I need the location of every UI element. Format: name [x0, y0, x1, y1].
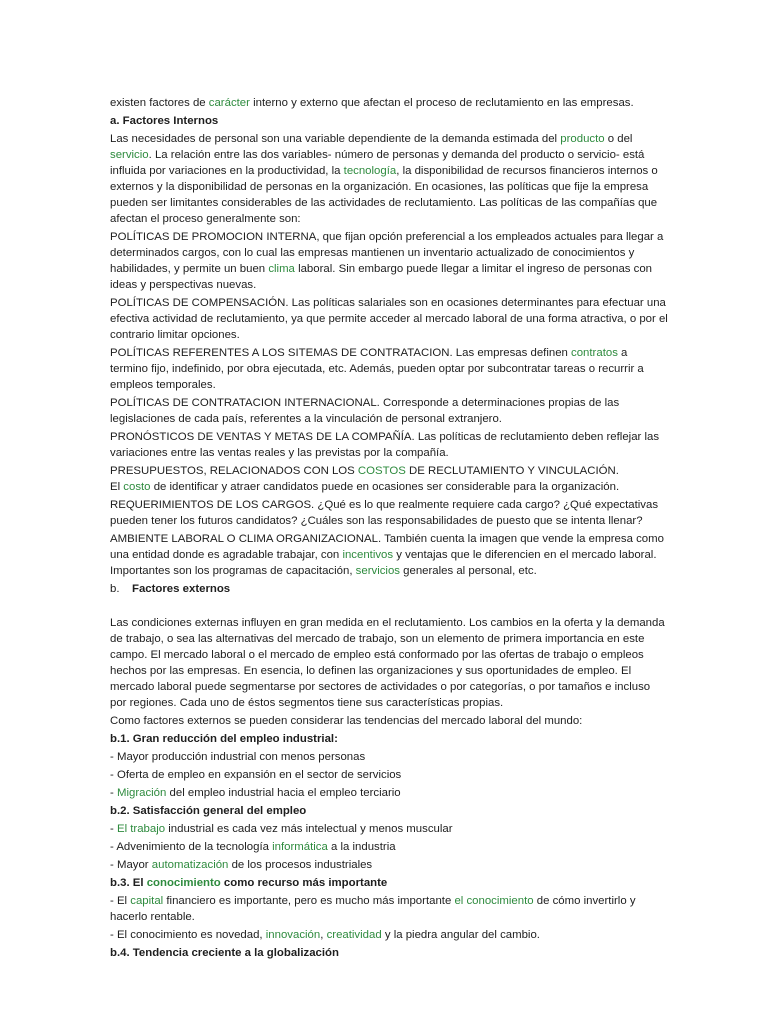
list-item	[110, 785, 668, 801]
heading-factores-externos	[110, 581, 668, 597]
text-run: de cómo invertirlo y hacerlo rentable.	[110, 895, 636, 923]
list-item	[110, 821, 668, 837]
text-run: - El conocimiento es novedad,	[110, 929, 266, 941]
text-run: AMBIENTE LABORAL O CLIMA ORGANIZACIONAL. También cuenta la imagen que vende la empresa como una entidad donde es agradable trabajar, con	[110, 533, 664, 561]
link-contratos[interactable]: contratos	[571, 347, 618, 359]
link-el-conocimiento[interactable]: el conocimiento	[454, 895, 534, 907]
text-run: ,	[320, 929, 327, 941]
link-costos[interactable]: COSTOS	[357, 465, 406, 477]
link-innovacion[interactable]: innovación	[265, 929, 321, 941]
list-item	[110, 927, 668, 943]
link-capital[interactable]: capital	[130, 895, 164, 907]
link-servicio[interactable]: servicio	[110, 149, 149, 161]
link-creatividad[interactable]: creatividad	[326, 929, 382, 941]
text-run: y la piedra angular del cambio.	[381, 929, 540, 941]
list-item	[110, 857, 668, 873]
text-run: El	[110, 481, 124, 493]
link-producto[interactable]: producto	[560, 133, 605, 145]
document-body	[110, 95, 668, 961]
text-run: -	[110, 823, 117, 835]
link-tecnologia[interactable]: tecnología	[343, 165, 397, 177]
link-conocimiento[interactable]: conocimiento	[146, 877, 221, 889]
text-run: de los procesos industriales	[228, 859, 373, 871]
list-number: b.	[110, 583, 120, 595]
link-automatizacion[interactable]: automatización	[151, 859, 229, 871]
text-run: Las necesidades de personal son una variable dependiente de la demanda estimada del	[110, 133, 561, 145]
text-run: industrial es cada vez más intelectual y menos muscular	[165, 823, 453, 835]
text-run: POLÍTICAS DE PROMOCION INTERNA, que fijan opción preferencial a los empleados actuales para llegar a determinados cargos, con lo cual las empresas mantienen un inventario actualizado de conocimientos y habilidades, y permite un buen	[110, 231, 664, 275]
heading-b1: b.1. Gran reducción del empleo industrial:	[110, 733, 338, 745]
text-run: generales al personal, etc.	[399, 565, 537, 577]
link-informatica[interactable]: informática	[272, 841, 328, 853]
text-run: DE RECLUTAMIENTO Y VINCULACIÓN.	[405, 465, 619, 477]
text-run: -	[110, 787, 117, 799]
text-run: PRESUPUESTOS, RELACIONADOS CON LOS	[110, 465, 358, 477]
text-run: interno y externo que afectan el proceso de reclutamiento en las empresas.	[249, 97, 634, 109]
link-el-trabajo[interactable]: El trabajo	[116, 823, 166, 835]
paragraph-tendencias: Como factores externos se pueden considerar las tendencias del mercado laboral del mundo:	[110, 715, 583, 727]
intro-paragraph	[110, 95, 668, 111]
link-clima[interactable]: clima	[268, 263, 295, 275]
link-incentivos[interactable]: incentivos	[342, 549, 394, 561]
text-run: del empleo industrial hacia el empleo terciario	[166, 787, 401, 799]
heading-factores-internos: a. Factores Internos	[110, 115, 219, 127]
text-run: - Mayor	[110, 859, 152, 871]
text-run: a termino fijo, indefinido, por obra ejecutada, etc. Además, pueden optar por subcontratar tareas o recurrir a empleos temporales.	[110, 347, 644, 391]
text-run: POLÍTICAS REFERENTES A LOS SITEMAS DE CONTRATACION. Las empresas definen	[110, 347, 572, 359]
text-run: laboral. Sin embargo puede llegar a limitar el ingreso de personas con ideas y perspectivas nuevas.	[110, 263, 653, 291]
paragraph-promocion-interna	[110, 229, 668, 293]
link-migracion[interactable]: Migración	[116, 787, 167, 799]
link-caracter[interactable]: carácter	[208, 97, 250, 109]
spacer	[110, 599, 668, 615]
text-run: como recurso más importante	[220, 877, 388, 889]
text-run: financiero es importante, pero es mucho más importante	[163, 895, 455, 907]
link-servicios[interactable]: servicios	[355, 565, 400, 577]
paragraph-contratacion	[110, 345, 668, 393]
text-run: de identificar y atraer candidatos puede en ocasiones ser considerable para la organización.	[150, 481, 620, 493]
list-item	[110, 839, 668, 855]
paragraph-necesidades	[110, 131, 668, 227]
text-run: , la disponibilidad de recursos financieros internos o externos y la disponibilidad de personas en la organización. En ocasiones, las políticas que fije la empresa pueden ser limitantes considerables de las actividades de reclutamiento. Las políticas de las compañías que afectan el proceso generalmente son:	[110, 165, 658, 225]
paragraph-presupuestos	[110, 463, 668, 495]
text-run: existen factores de	[110, 97, 209, 109]
paragraph-compensacion: POLÍTICAS DE COMPENSACIÓN. Las políticas salariales son en ocasiones determinantes para efectuar una efectiva actividad de reclutamiento, ya que permite acceder al mercado laboral de una forma atractiva, o por el contrario limitar opciones.	[110, 297, 668, 341]
paragraph-contratacion-internacional: POLÍTICAS DE CONTRATACION INTERNACIONAL. Corresponde a determinaciones propias de las legislaciones de cada país, referentes a la vinculación de personal extranjero.	[110, 397, 620, 425]
text-run: b.3. El	[110, 877, 147, 889]
text-run: . La relación entre las dos variables- número de personas y demanda del producto o servicio- está influida por variaciones en la productividad, la	[110, 149, 645, 177]
paragraph-pronosticos: PRONÓSTICOS DE VENTAS Y METAS DE LA COMPAÑÍA. Las políticas de reclutamiento deben reflejar las variaciones entre las ventas reales y las previstas por la compañía.	[110, 431, 660, 459]
text-run: y ventajas que le diferencien en el mercado laboral. Importantes son los programas de capacitación,	[110, 549, 657, 577]
heading-b4: b.4. Tendencia creciente a la globalización	[110, 947, 339, 959]
heading-label: Factores externos	[132, 583, 231, 595]
text-run: o del	[604, 133, 633, 145]
paragraph-requerimientos: REQUERIMIENTOS DE LOS CARGOS. ¿Qué es lo que realmente requiere cada cargo? ¿Qué expectativas pueden tener los futuros candidatos? ¿Cuáles son las responsabilidades de puesto que se intenta llenar?	[110, 499, 659, 527]
text-run: - El	[110, 895, 131, 907]
link-costo[interactable]: costo	[123, 481, 151, 493]
list-item: - Mayor producción industrial con menos personas	[110, 751, 366, 763]
list-item: - Oferta de empleo en expansión en el sector de servicios	[110, 769, 402, 781]
text-run: - Advenimiento de la tecnología	[110, 841, 273, 853]
heading-b3	[110, 875, 668, 891]
text-run: a la industria	[327, 841, 396, 853]
list-item	[110, 893, 668, 925]
paragraph-condiciones-externas: Las condiciones externas influyen en gran medida en el reclutamiento. Los cambios en la oferta y la demanda de trabajo, o sea las alternativas del mercado de trabajo, son un elemento de primera importancia en este campo. El mercado laboral o el mercado de empleo está conformado por las ofertas de trabajo o empleos hechos por las empresas. En esencia, lo definen las organizaciones y sus oportunidades de empleo. El mercado laboral puede segmentarse por sectores de actividades o por categorías, o por tamaños e incluso por regiones. Cada uno de éstos segmentos tiene sus características propias.	[110, 617, 665, 709]
heading-b2: b.2. Satisfacción general del empleo	[110, 805, 307, 817]
paragraph-ambiente-laboral	[110, 531, 668, 579]
